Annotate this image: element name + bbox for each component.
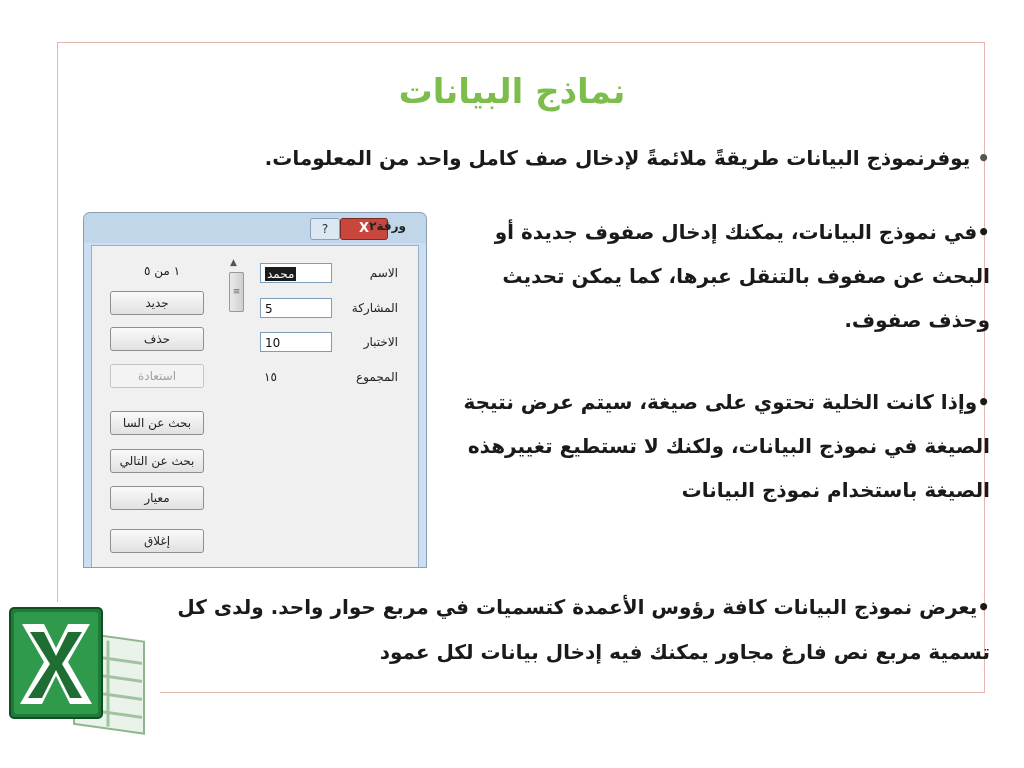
frame-top-line — [57, 42, 985, 43]
field-label-name: الاسم — [369, 266, 398, 280]
close-button[interactable]: إغلاق — [110, 529, 204, 553]
find-prev-button[interactable]: بحث عن السا — [110, 411, 204, 435]
record-count: ١ من ٥ — [143, 264, 181, 278]
dialog-body — [91, 245, 419, 568]
new-button[interactable]: جديد — [110, 291, 204, 315]
field-label-participation: المشاركة — [351, 301, 398, 315]
scroll-thumb[interactable]: ≡ — [229, 272, 244, 312]
bullet-dot-icon: • — [977, 146, 990, 170]
data-form-dialog — [83, 212, 427, 568]
restore-button[interactable]: استعادة — [110, 364, 204, 388]
paragraph-2: •وإذا كانت الخلية تحتوي على صيغة، سيتم عرض نتيجة الصيغة في نموذج البيانات، ولكنك لا تستطيع تغييرهذه الصيغة باستخدام نموذج البيانات — [463, 390, 990, 502]
help-icon[interactable]: ? — [310, 218, 340, 240]
dialog-titlebar — [84, 213, 426, 243]
record-scrollbar[interactable] — [228, 258, 244, 378]
field-label-exam: الاختبار — [363, 335, 398, 349]
field-input-exam[interactable]: 10 — [260, 332, 332, 352]
dialog-title: ورقة٢ — [369, 219, 406, 233]
slide-title: نماذج البيانات — [398, 72, 626, 112]
field-value-name: محمد — [267, 267, 295, 281]
field-value-total: ١٥ — [264, 370, 277, 384]
intro-text: يوفرنموذج البيانات طريقةً ملائمةً لإدخال صف كامل واحد من المعلومات. — [264, 146, 971, 170]
delete-button[interactable]: حذف — [110, 327, 204, 351]
intro-bullet — [90, 140, 990, 176]
frame-bottom-line — [160, 692, 985, 693]
field-input-name[interactable] — [260, 263, 332, 283]
find-next-button[interactable]: بحث عن التالي — [110, 449, 204, 473]
frame-left-line — [57, 42, 58, 602]
paragraph-1: •في نموذج البيانات، يمكنك إدخال صفوف جديدة أو البحث عن صفوف بالتنقل عبرها، كما يمكن تحديث وحذف صفوف. — [494, 220, 990, 332]
scroll-up-icon[interactable]: ▲ — [230, 258, 237, 268]
paragraph-3: •يعرض نموذج البيانات كافة رؤوس الأعمدة كتسميات في مربع حوار واحد. ولدى كل تسمية مربع نص فارغ مجاور يمكنك فيه إدخال بيانات لكل عمود — [177, 595, 990, 664]
excel-logo-icon — [4, 604, 154, 744]
dialog-close-button[interactable]: X — [340, 218, 388, 240]
criteria-button[interactable]: معيار — [110, 486, 204, 510]
field-input-participation[interactable]: 5 — [260, 298, 332, 318]
field-label-total: المجموع — [356, 370, 398, 384]
